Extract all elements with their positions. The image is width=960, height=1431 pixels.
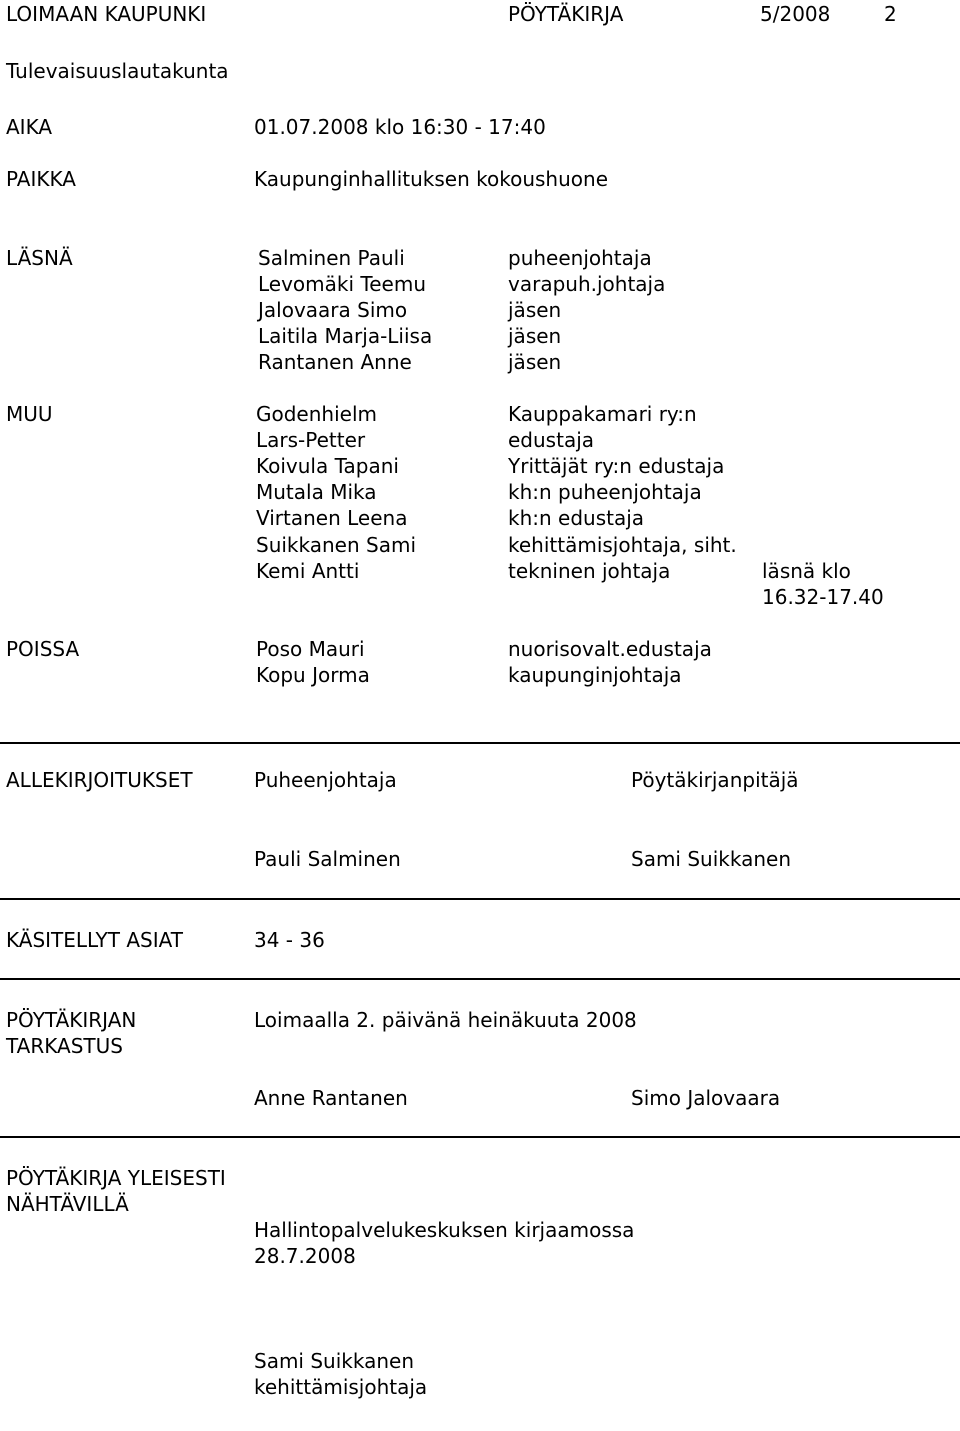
place-value: Kaupunginhallituksen kokoushuone (254, 167, 609, 191)
public-date: 28.7.2008 (254, 1244, 356, 1268)
present-role: varapuh.johtaja (508, 272, 666, 296)
present-role: jäsen (508, 324, 562, 348)
others-role: edustaja (508, 428, 595, 452)
review-place-date: Loimaalla 2. päivänä heinäkuuta 2008 (254, 1008, 637, 1032)
others-name: Suikkanen Sami (256, 533, 416, 557)
secretary-name: Sami Suikkanen (631, 847, 791, 871)
section-divider (0, 898, 960, 900)
time-label: AIKA (6, 115, 53, 139)
org-name: LOIMAAN KAUPUNKI (6, 2, 207, 26)
public-label-line2: NÄHTÄVILLÄ (6, 1192, 129, 1216)
others-role: tekninen johtaja (508, 559, 671, 583)
document-type: PÖYTÄKIRJA (508, 2, 624, 26)
page-number: 2 (884, 2, 897, 26)
present-name: Salminen Pauli (258, 246, 405, 270)
others-label: MUU (6, 402, 53, 426)
place-label: PAIKKA (6, 167, 76, 191)
absent-role: nuorisovalt.edustaja (508, 637, 712, 661)
present-role: jäsen (508, 298, 562, 322)
section-divider (0, 1136, 960, 1138)
present-name: Rantanen Anne (258, 350, 412, 374)
others-role: kh:n edustaja (508, 506, 645, 530)
signatures-label: ALLEKIRJOITUKSET (6, 768, 193, 792)
section-divider (0, 742, 960, 744)
present-name: Levomäki Teemu (258, 272, 426, 296)
chair-role: Puheenjohtaja (254, 768, 397, 792)
signer-name: Sami Suikkanen (254, 1349, 414, 1373)
absent-label: POISSA (6, 637, 80, 661)
present-name: Jalovaara Simo (258, 298, 408, 322)
signer-title: kehittämisjohtaja (254, 1375, 428, 1399)
absent-role: kaupunginjohtaja (508, 663, 682, 687)
absent-name: Poso Mauri (256, 637, 365, 661)
others-role: kh:n puheenjohtaja (508, 480, 702, 504)
public-location: Hallintopalvelukeskuksen kirjaamossa (254, 1218, 635, 1242)
board-name: Tulevaisuuslautakunta (6, 59, 229, 83)
document-number: 5/2008 (760, 2, 831, 26)
attendance-time: 16.32-17.40 (762, 585, 884, 609)
public-label-line1: PÖYTÄKIRJA YLEISESTI (6, 1166, 226, 1190)
items-label: KÄSITELLYT ASIAT (6, 928, 183, 952)
others-role: Kauppakamari ry:n (508, 402, 697, 426)
items-value: 34 - 36 (254, 928, 325, 952)
section-divider (0, 978, 960, 980)
review-label-line1: PÖYTÄKIRJAN (6, 1008, 137, 1032)
absent-name: Kopu Jorma (256, 663, 370, 687)
others-name: Koivula Tapani (256, 454, 399, 478)
others-name: Mutala Mika (256, 480, 377, 504)
present-label: LÄSNÄ (6, 246, 73, 270)
reviewer-2-name: Simo Jalovaara (631, 1086, 781, 1110)
others-name: Virtanen Leena (256, 506, 408, 530)
others-role: Yrittäjät ry:n edustaja (508, 454, 725, 478)
others-name: Godenhielm (256, 402, 377, 426)
others-role: kehittämisjohtaja, siht. (508, 533, 737, 557)
present-name: Laitila Marja-Liisa (258, 324, 433, 348)
time-value: 01.07.2008 klo 16:30 - 17:40 (254, 115, 546, 139)
attendance-note: läsnä klo (762, 559, 851, 583)
chair-name: Pauli Salminen (254, 847, 401, 871)
others-name: Lars-Petter (256, 428, 366, 452)
others-name: Kemi Antti (256, 559, 360, 583)
present-role: puheenjohtaja (508, 246, 652, 270)
review-label-line2: TARKASTUS (6, 1034, 123, 1058)
reviewer-1-name: Anne Rantanen (254, 1086, 408, 1110)
secretary-role: Pöytäkirjanpitäjä (631, 768, 799, 792)
present-role: jäsen (508, 350, 562, 374)
